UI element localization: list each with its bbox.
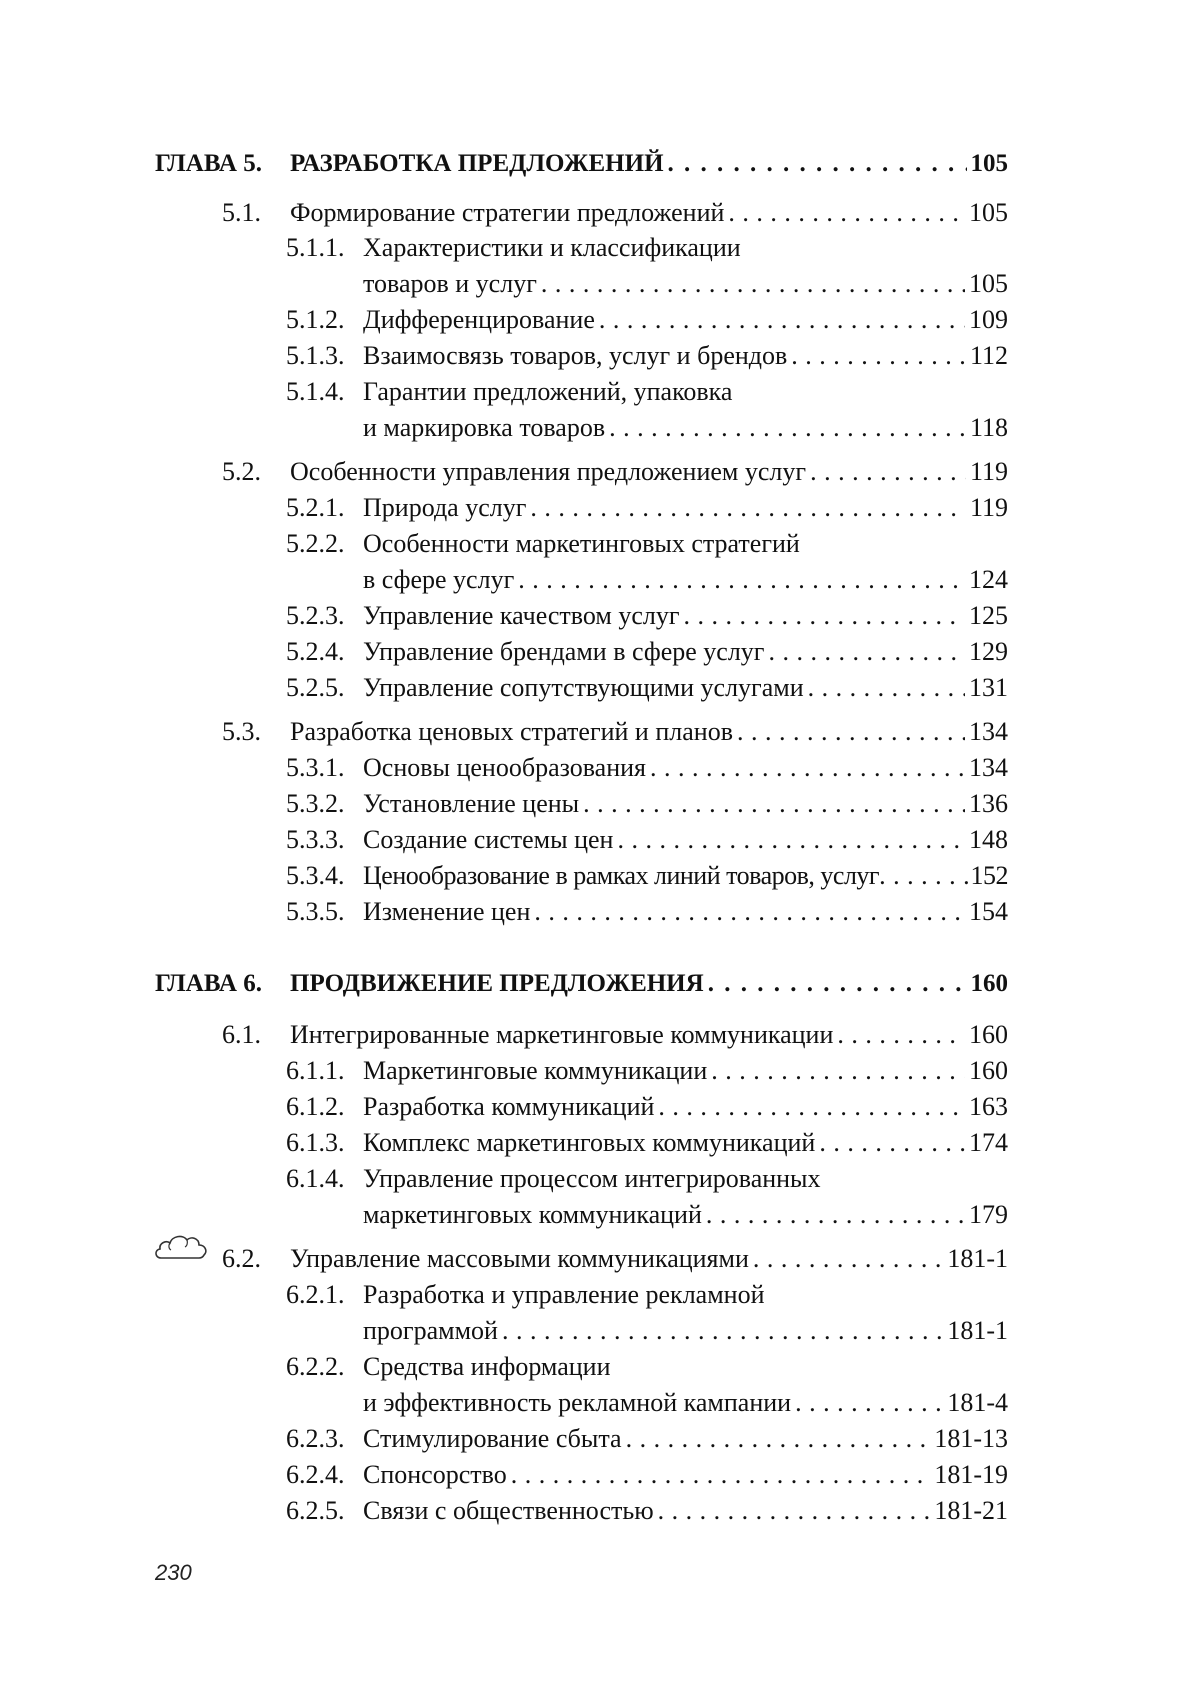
subsection-page: 136 — [969, 789, 1008, 818]
subsection-number: 6.1.3. — [286, 1128, 345, 1157]
subsection-leader — [363, 1197, 1008, 1233]
leader-dots — [791, 338, 966, 374]
toc-subsection-cont — [0, 410, 1181, 446]
subsection-leader — [363, 266, 1008, 302]
section-page: 181-1 — [947, 1244, 1008, 1273]
toc-subsection — [0, 302, 1181, 338]
subsection-leader — [363, 1385, 1008, 1421]
toc-subsection — [0, 1457, 1181, 1493]
subsection-page: 181-1 — [947, 1316, 1008, 1345]
subsection-number: 6.2.5. — [286, 1496, 345, 1525]
subsection-title-line1: Особенности маркетинговых стратегий — [363, 529, 800, 558]
subsection-page: 179 — [969, 1200, 1008, 1229]
toc-subsection — [0, 1277, 1181, 1313]
section-title: Особенности управления предложением услуг — [290, 457, 807, 486]
subsection-leader — [363, 822, 1008, 858]
toc-subsection — [0, 858, 1181, 894]
toc-subsection — [0, 670, 1181, 706]
subsection-title: Создание системы цен — [363, 825, 614, 854]
section-page: 134 — [969, 717, 1008, 746]
toc-subsection — [0, 1421, 1181, 1457]
subsection-number: 5.3.1. — [286, 753, 345, 782]
subsection-title: Управление качеством услуг — [363, 601, 680, 630]
section-title: Интегрированные маркетинговые коммуникации — [290, 1020, 834, 1049]
subsection-leader — [363, 1457, 1008, 1493]
subsection-page: 154 — [969, 897, 1008, 926]
chapter-title: ПРОДВИЖЕНИЕ ПРЕДЛОЖЕНИЯ — [290, 970, 704, 997]
subsection-number: 5.1.4. — [286, 377, 345, 406]
section-leader — [290, 195, 1008, 231]
leader-dots — [541, 266, 965, 302]
toc-section — [0, 714, 1181, 750]
subsection-leader — [363, 598, 1008, 634]
subsection-page: 181-21 — [934, 1496, 1008, 1525]
section-page: 160 — [969, 1020, 1008, 1049]
leader-dots — [819, 1125, 965, 1161]
toc-section — [0, 195, 1181, 231]
leader-dots — [599, 302, 965, 338]
subsection-title-line2: в сфере услуг — [363, 565, 515, 594]
toc-subsection — [0, 634, 1181, 670]
subsection-title: Взаимосвязь товаров, услуг и брендов — [363, 341, 788, 370]
toc-subsection — [0, 526, 1181, 562]
subsection-number: 5.3.4. — [286, 861, 345, 890]
subsection-page: 181-4 — [947, 1388, 1008, 1417]
leader-dots — [684, 598, 965, 634]
toc-chapter-6 — [0, 966, 1181, 1002]
subsection-page: 131 — [969, 673, 1008, 702]
leader-dots — [518, 562, 965, 598]
leader-dots — [768, 634, 965, 670]
subsection-page: 105 — [969, 269, 1008, 298]
subsection-title-line2: товаров и услуг — [363, 269, 537, 298]
chapter-title: РАЗРАБОТКА ПРЕДЛОЖЕНИЙ — [290, 150, 664, 177]
chapter-page: 105 — [970, 150, 1008, 177]
leader-dots — [753, 1241, 943, 1277]
subsection-number: 6.1.2. — [286, 1092, 345, 1121]
subsection-page: 163 — [969, 1092, 1008, 1121]
leader-dots — [609, 410, 966, 446]
leader-dots — [668, 146, 967, 182]
subsection-leader — [363, 1493, 1008, 1529]
leader-dots — [810, 454, 966, 490]
subsection-leader — [363, 1313, 1008, 1349]
leader-dots — [658, 1089, 965, 1125]
subsection-page: 148 — [969, 825, 1008, 854]
subsection-title: Комплекс маркетинговых коммуникаций — [363, 1128, 816, 1157]
subsection-page: 160 — [969, 1056, 1008, 1085]
section-title: Разработка ценовых стратегий и планов — [290, 717, 733, 746]
subsection-number: 5.2.4. — [286, 637, 345, 666]
section-title: Управление массовыми коммуникациями — [290, 1244, 749, 1273]
subsection-title-line1: Характеристики и классификации — [363, 233, 741, 262]
toc-subsection — [0, 1349, 1181, 1385]
subsection-leader — [363, 858, 1008, 894]
section-page: 105 — [969, 198, 1008, 227]
subsection-leader — [363, 410, 1008, 446]
subsection-title: Спонсорство — [363, 1460, 507, 1489]
chapter-leader — [290, 966, 1008, 1002]
subsection-title-line1: Разработка и управление рекламной — [363, 1280, 765, 1309]
chapter-label: ГЛАВА 6. — [155, 970, 262, 997]
leader-dots — [658, 1493, 931, 1529]
subsection-leader — [363, 750, 1008, 786]
subsection-number: 6.2.2. — [286, 1352, 345, 1381]
section-number: 6.2. — [222, 1244, 261, 1273]
leader-dots — [711, 1053, 965, 1089]
toc-subsection — [0, 1089, 1181, 1125]
section-title: Формирование стратегии предложений — [290, 198, 725, 227]
subsection-number: 5.1.2. — [286, 305, 345, 334]
toc-section — [0, 1241, 1181, 1277]
subsection-number: 6.1.1. — [286, 1056, 345, 1085]
subsection-page: 109 — [969, 305, 1008, 334]
subsection-leader — [363, 562, 1008, 598]
subsection-leader — [363, 1421, 1008, 1457]
subsection-leader — [363, 1125, 1008, 1161]
toc-subsection — [0, 1161, 1181, 1197]
leader-dots — [502, 1313, 943, 1349]
subsection-leader — [363, 490, 1008, 526]
subsection-title: Дифференцирование — [363, 305, 595, 334]
subsection-page: 118 — [969, 413, 1008, 442]
leader-dots — [650, 750, 965, 786]
subsection-title: Связи с общественностью — [363, 1496, 654, 1525]
subsection-page: 174 — [969, 1128, 1008, 1157]
subsection-number: 5.1.1. — [286, 233, 345, 262]
subsection-leader — [363, 1089, 1008, 1125]
toc-subsection — [0, 786, 1181, 822]
section-leader — [290, 1017, 1008, 1053]
subsection-number: 5.3.2. — [286, 789, 345, 818]
toc-subsection — [0, 338, 1181, 374]
section-number: 6.1. — [222, 1020, 261, 1049]
subsection-title-line1: Управление процессом интегрированных — [363, 1164, 821, 1193]
toc-subsection-cont — [0, 1313, 1181, 1349]
leader-dots — [706, 1197, 965, 1233]
chapter-label: ГЛАВА 5. — [155, 150, 262, 177]
subsection-number: 5.1.3. — [286, 341, 345, 370]
leader-dots — [728, 195, 965, 231]
subsection-title-line1: Гарантии предложений, упаковка — [363, 377, 733, 406]
subsection-title-line2: и маркировка товаров — [363, 413, 606, 442]
section-leader — [290, 454, 1008, 490]
section-number: 5.3. — [222, 717, 261, 746]
toc-subsection-cont — [0, 562, 1181, 598]
subsection-number: 6.2.3. — [286, 1424, 345, 1453]
toc-subsection — [0, 490, 1181, 526]
subsection-leader — [363, 786, 1008, 822]
leader-dots — [617, 822, 965, 858]
toc-subsection — [0, 1053, 1181, 1089]
section-number: 5.1. — [222, 198, 261, 227]
subsection-title: Основы ценообразования — [363, 753, 646, 782]
subsection-number: 5.2.2. — [286, 529, 345, 558]
toc-subsection — [0, 750, 1181, 786]
leader-dots — [808, 670, 965, 706]
subsection-number: 5.3.5. — [286, 897, 345, 926]
subsection-number: 5.3.3. — [286, 825, 345, 854]
subsection-page: 112 — [969, 341, 1008, 370]
leader-dots — [879, 858, 970, 894]
subsection-page: 134 — [969, 753, 1008, 782]
toc-subsection — [0, 1493, 1181, 1529]
subsection-title: Управление брендами в сфере услуг — [363, 637, 765, 666]
subsection-leader — [363, 634, 1008, 670]
subsection-leader — [363, 338, 1008, 374]
chapter-leader — [290, 146, 1008, 182]
subsection-number: 6.2.1. — [286, 1280, 345, 1309]
leader-dots — [530, 490, 966, 526]
toc-subsection — [0, 230, 1181, 266]
subsection-title-line2: программой — [363, 1316, 498, 1345]
subsection-page: 181-19 — [934, 1460, 1008, 1489]
subsection-title-line2: маркетинговых коммуникаций — [363, 1200, 702, 1229]
subsection-page: 152 — [970, 861, 1008, 890]
subsection-leader — [363, 1053, 1008, 1089]
chapter-page: 160 — [970, 970, 1008, 997]
subsection-number: 5.2.5. — [286, 673, 345, 702]
subsection-number: 6.2.4. — [286, 1460, 345, 1489]
toc-subsection — [0, 374, 1181, 410]
subsection-leader — [363, 894, 1008, 930]
subsection-page: 119 — [969, 493, 1008, 522]
leader-dots — [708, 966, 967, 1002]
leader-dots — [737, 714, 965, 750]
section-leader — [290, 714, 1008, 750]
subsection-number: 5.2.3. — [286, 601, 345, 630]
subsection-page: 125 — [969, 601, 1008, 630]
section-number: 5.2. — [222, 457, 261, 486]
subsection-title: Изменение цен — [363, 897, 531, 926]
toc-subsection-cont — [0, 1197, 1181, 1233]
subsection-leader — [363, 302, 1008, 338]
toc-subsection — [0, 894, 1181, 930]
subsection-page: 124 — [969, 565, 1008, 594]
subsection-page: 181-13 — [934, 1424, 1008, 1453]
subsection-title-line2: и эффективность рекламной кампании — [363, 1388, 792, 1417]
leader-dots — [511, 1457, 931, 1493]
toc-subsection — [0, 1125, 1181, 1161]
toc-subsection — [0, 822, 1181, 858]
section-page: 119 — [969, 457, 1008, 486]
toc-subsection-cont — [0, 266, 1181, 302]
subsection-title: Разработка коммуникаций — [363, 1092, 655, 1121]
subsection-page: 129 — [969, 637, 1008, 666]
page-number: 230 — [155, 1560, 192, 1585]
leader-dots — [837, 1017, 965, 1053]
toc-section — [0, 454, 1181, 490]
subsection-title: Установление цены — [363, 789, 580, 818]
subsection-title: Природа услуг — [363, 493, 527, 522]
toc-section — [0, 1017, 1181, 1053]
leader-dots — [534, 894, 965, 930]
subsection-title: Ценообразование в рамках линий товаров, услуг — [363, 861, 880, 890]
subsection-leader — [363, 670, 1008, 706]
subsection-title: Стимулирование сбыта — [363, 1424, 622, 1453]
toc-subsection-cont — [0, 1385, 1181, 1421]
subsection-title: Управление сопутствующими услугами — [363, 673, 804, 702]
leader-dots — [626, 1421, 931, 1457]
section-leader — [290, 1241, 1008, 1277]
subsection-title-line1: Средства информации — [363, 1352, 611, 1381]
subsection-title: Маркетинговые коммуникации — [363, 1056, 708, 1085]
leader-dots — [583, 786, 965, 822]
subsection-number: 5.2.1. — [286, 493, 345, 522]
subsection-number: 6.1.4. — [286, 1164, 345, 1193]
leader-dots — [795, 1385, 943, 1421]
toc-subsection — [0, 598, 1181, 634]
toc-chapter-5 — [0, 146, 1181, 182]
